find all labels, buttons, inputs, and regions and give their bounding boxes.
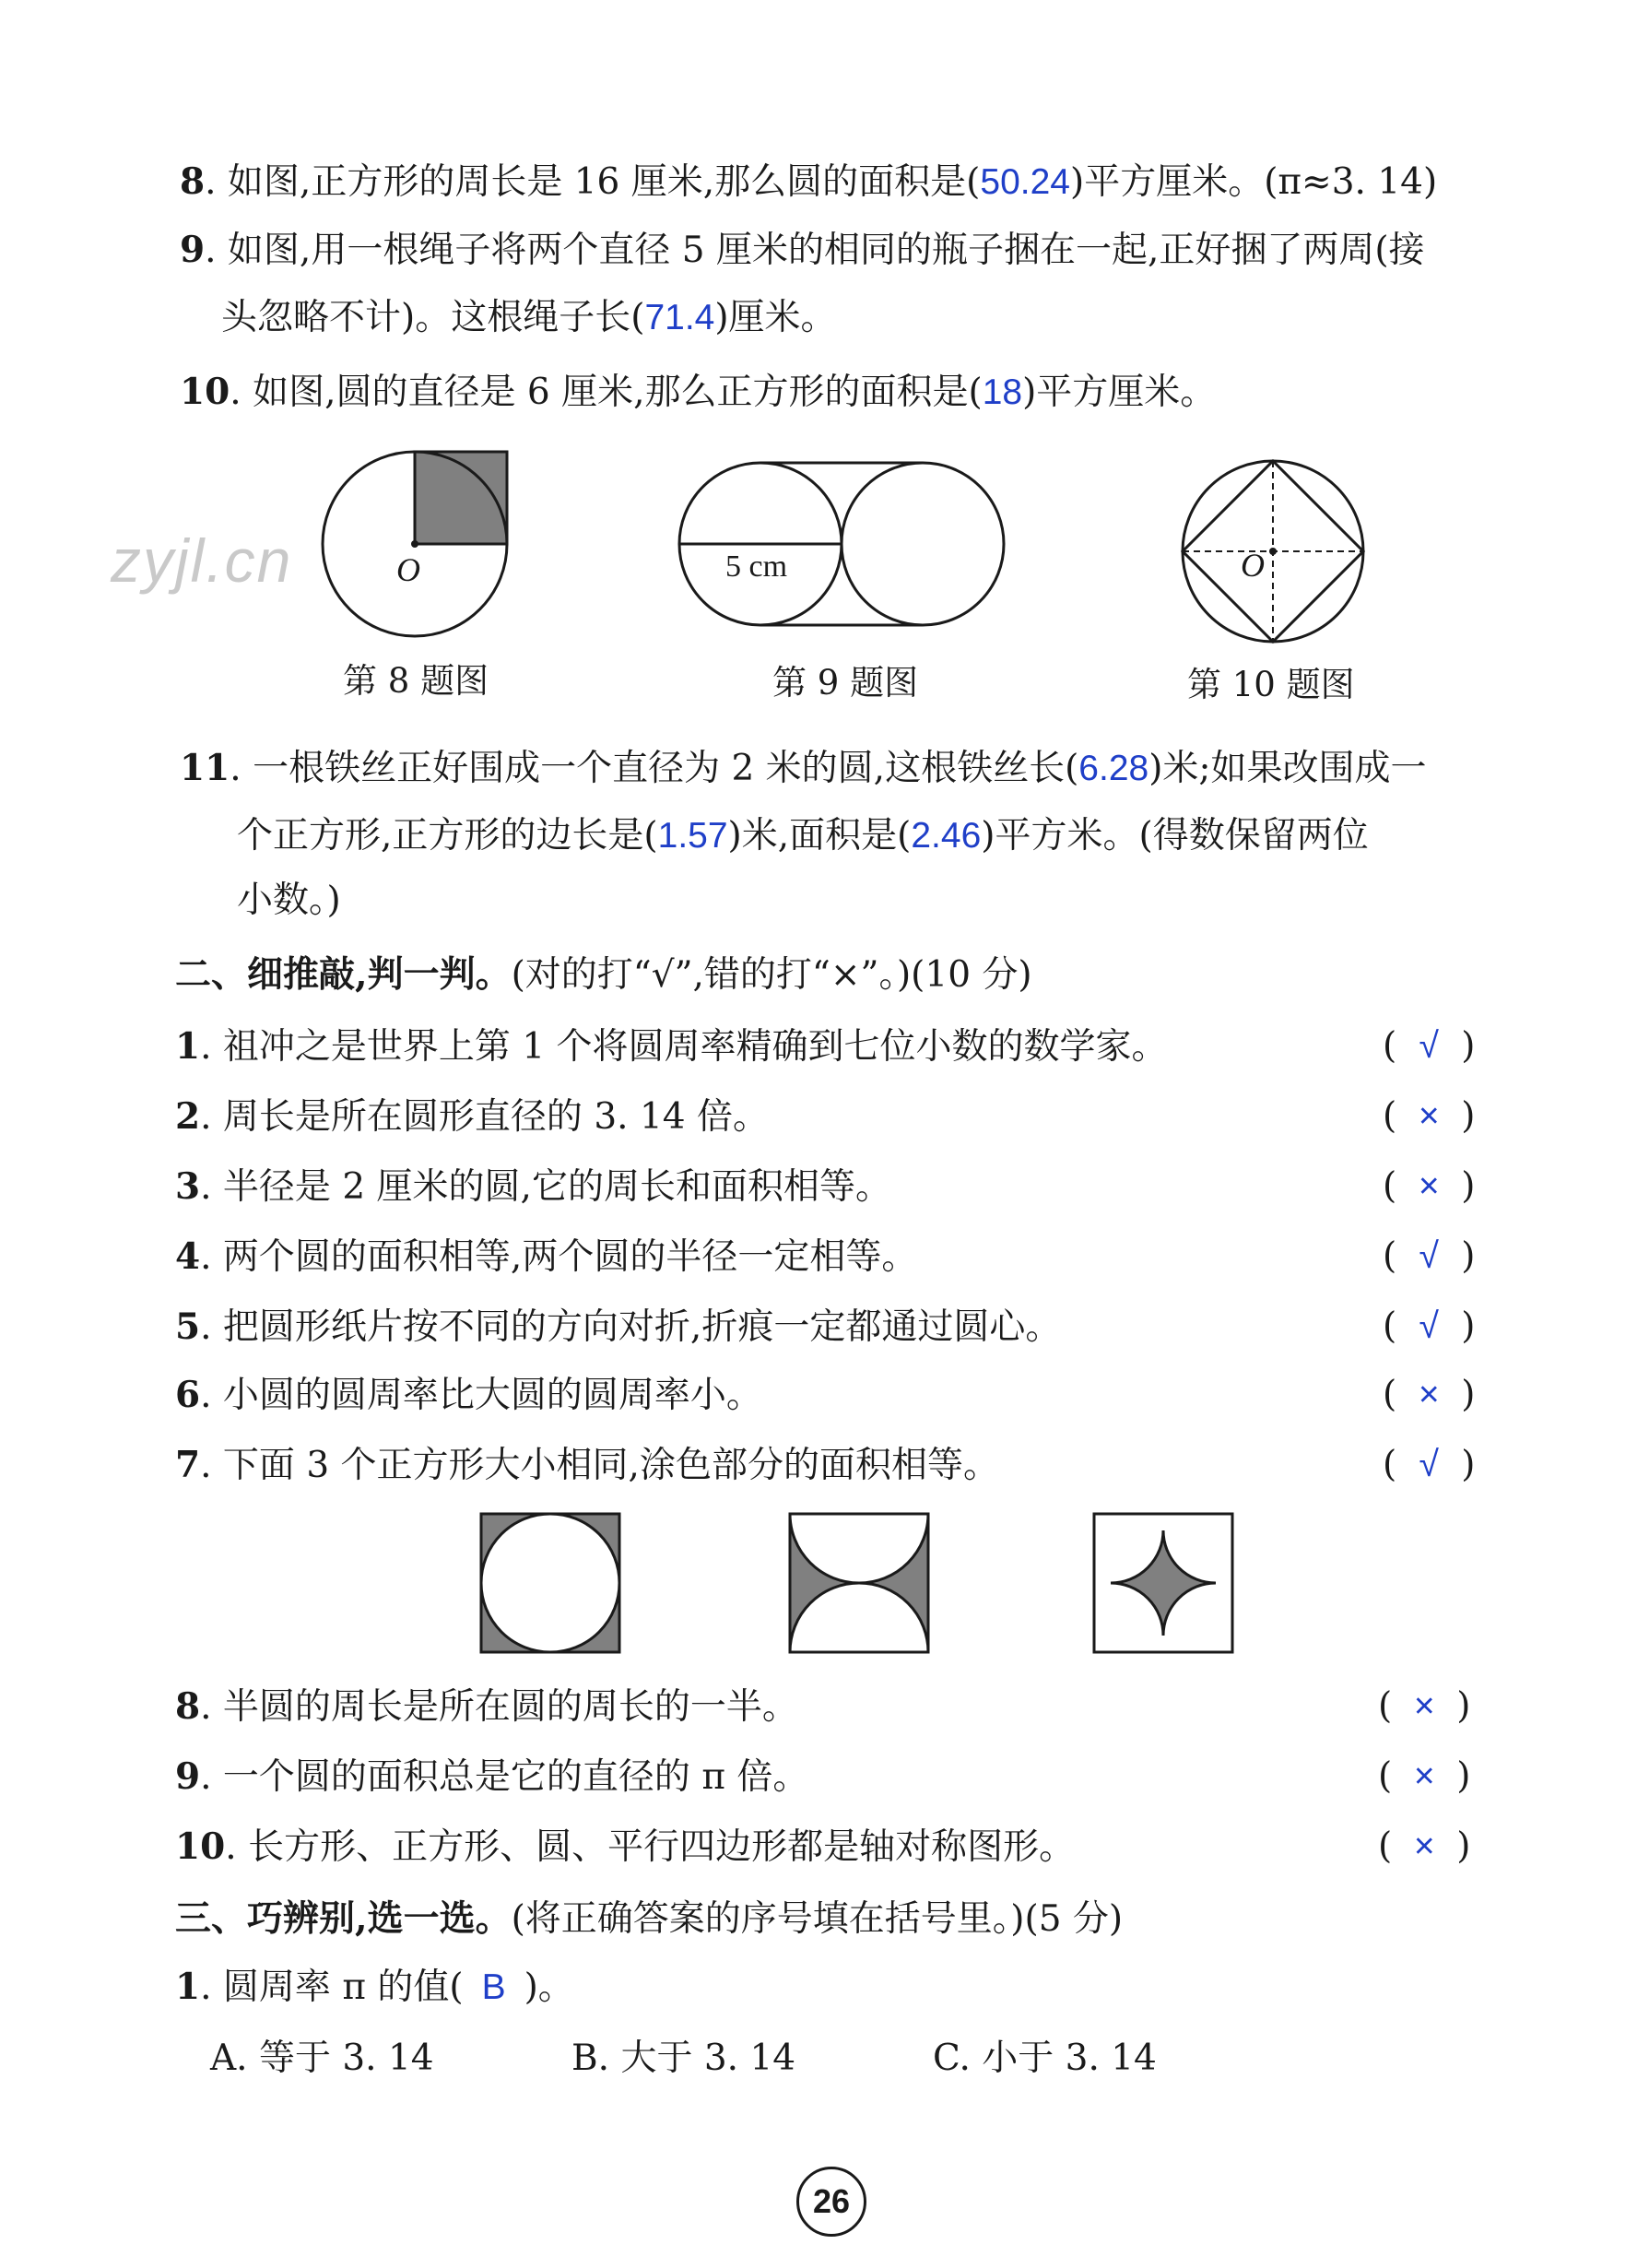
judge-answer-2 [1383,1093,1475,1140]
part3-title: 三、巧辨别,选一选。 [175,1897,512,1940]
figure-8 [313,443,525,645]
judge-mark: × [1413,1756,1435,1796]
judge-number: 9 [175,1755,201,1798]
judge-text: . 下面 3 个正方形大小相同,涂色部分的面积相等。 [200,1445,999,1486]
judge-text: . 半圆的周长是所在圆的周长的一半。 [200,1686,798,1728]
part2-note: (对的打“√”,错的打“×”。)(10 分) [511,954,1032,996]
judge-item-8 [175,1683,798,1731]
judge-text: . 长方形、正方形、圆、平行四边形都是轴对称图形。 [225,1826,1076,1868]
judge-mark: × [1418,1166,1440,1206]
judge-item-9 [175,1754,808,1801]
right-paren: ) [1461,1165,1476,1207]
question-10 [180,369,1216,416]
question-11-line2 [237,813,1369,859]
judge-text: . 两个圆的面积相等,两个圆的半径一定相等。 [200,1236,918,1278]
judge-answer-3 [1383,1164,1475,1210]
right-paren: ) [1461,1305,1476,1347]
q8-answer: 50.24 [980,162,1070,202]
fig8-center-dot [411,540,418,548]
fig9-diameter-label: 5 cm [725,549,788,584]
question-8 [180,159,1437,206]
judge-item-1 [175,1023,1168,1070]
fig8-center-label: O [396,551,420,588]
judge-number: 8 [175,1685,201,1728]
q11-text-2-mid: )米,面积是( [727,815,912,856]
part3-heading [175,1896,1123,1943]
judge-answer-6 [1383,1372,1475,1418]
judge-text: . 半径是 2 厘米的圆,它的周长和面积相等。 [200,1166,891,1208]
option-a: A. 等于 3. 14 [210,2038,434,2079]
judge-item-7 [175,1442,999,1489]
q11-text-2: 个正方形,正方形的边长是( [237,815,658,856]
right-paren: ) [1461,1235,1476,1277]
fig10-center-dot [1269,548,1277,555]
question-11-line1 [180,745,1427,792]
judge-mark: √ [1419,1026,1439,1066]
judge-text: . 把圆形纸片按不同的方向对折,折痕一定都通过圆心。 [200,1306,1062,1348]
left-paren: ( [1378,1825,1393,1867]
right-paren: ) [1461,1444,1476,1485]
judge-answer-9 [1378,1754,1470,1800]
judge-number: 5 [175,1305,201,1348]
left-paren: ( [1383,1374,1397,1415]
q10-text-end: )平方厘米。 [1022,372,1217,413]
fig9-right-circle [842,463,1004,625]
q10-number: 10 [180,371,230,413]
judge-text: . 一个圆的面积总是它的直径的 π 倍。 [200,1756,809,1798]
three-squares-figure [479,1512,1235,1660]
q9-text-2: 头忽略不计)。这根绳子长( [221,297,645,338]
right-paren: ) [1456,1685,1471,1727]
q11-text-2-end: )平方米。(得数保留两位 [981,815,1369,856]
left-paren: ( [1378,1685,1393,1727]
q11-answer-3: 2.46 [911,816,982,856]
left-paren: ( [1383,1025,1397,1067]
judge-text: . 祖冲之是世界上第 1 个将圆周率精确到七位小数的数学家。 [200,1026,1168,1068]
q8-number: 8 [180,160,206,203]
judge-number: 4 [175,1235,201,1278]
square-2 [790,1514,928,1652]
q11-text-1: . 一根铁丝正好围成一个直径为 2 米的圆,这根铁丝长( [230,748,1079,789]
judge-answer-10 [1378,1824,1470,1870]
left-paren: ( [1383,1305,1397,1347]
right-paren: ) [1461,1374,1476,1415]
fig8-caption: 第 8 题图 [343,661,489,701]
judge-number: 2 [175,1095,201,1138]
judge-text: . 小圆的圆周率比大圆的圆周率小。 [200,1375,762,1416]
q11-answer-1: 6.28 [1078,749,1149,788]
judge-mark: × [1418,1096,1440,1136]
left-paren: ( [1383,1095,1397,1137]
judge-item-6 [175,1372,762,1419]
judge-number: 6 [175,1374,201,1416]
figure-10 [1178,456,1368,646]
left-paren: ( [1378,1755,1393,1797]
q11-answer-2: 1.57 [657,816,728,856]
judge-mark: √ [1419,1236,1439,1276]
right-paren: ) [1461,1095,1476,1137]
left-paren: ( [1383,1165,1397,1207]
option-c: C. 小于 3. 14 [933,2038,1157,2079]
question-9-line1 [180,227,1425,274]
judge-item-2 [175,1093,769,1140]
judge-number: 1 [175,1025,201,1068]
q9-text-end: )厘米。 [714,297,837,338]
part3-question-1 [175,1964,574,2011]
judge-item-3 [175,1164,891,1211]
part2-heading [175,951,1032,998]
p3q1-answer: B [481,1967,506,2007]
left-paren: ( [1383,1235,1397,1277]
judge-item-4 [175,1234,917,1281]
q9-text: . 如图,用一根绳子将两个直径 5 厘米的相同的瓶子捆在一起,正好捆了两周(接 [205,230,1425,271]
fig10-caption: 第 10 题图 [1187,665,1355,704]
left-paren: ( [1383,1444,1397,1485]
judge-number: 10 [175,1825,226,1868]
q9-number: 9 [180,229,206,271]
right-paren: ) [1456,1755,1471,1797]
judge-mark: √ [1419,1445,1439,1484]
judge-answer-1 [1383,1023,1475,1069]
right-paren: ) [1461,1025,1476,1067]
judge-answer-7 [1383,1442,1475,1488]
judge-item-5 [175,1304,1061,1351]
figure-9 [677,456,1009,632]
q11-number: 11 [180,747,230,789]
square-1-circle [481,1514,619,1652]
judge-mark: × [1413,1826,1435,1866]
option-b: B. 大于 3. 14 [571,2038,796,2079]
q11-text-1-end: )米;如果改围成一 [1148,748,1427,789]
judge-answer-4 [1383,1234,1475,1280]
part3-note: (将正确答案的序号填在括号里。)(5 分) [511,1898,1124,1940]
p3q1-text: . 圆周率 π 的值( [200,1967,464,2008]
judge-item-10 [175,1824,1075,1871]
judge-text: . 周长是所在圆形直径的 3. 14 倍。 [200,1096,769,1138]
square-1 [481,1514,619,1652]
judge-mark: × [1418,1375,1440,1414]
judge-mark: × [1413,1686,1435,1726]
right-paren: ) [1456,1825,1471,1867]
fig9-caption: 第 9 题图 [772,663,919,703]
q9-answer: 71.4 [644,298,715,337]
q10-text: . 如图,圆的直径是 6 厘米,那么正方形的面积是( [230,372,983,413]
watermark: zyjl.cn [111,526,293,595]
question-9-line2 [221,295,837,341]
page-number: 26 [796,2167,866,2237]
p3q1-text-end: )。 [524,1967,574,2008]
judge-number: 7 [175,1444,201,1486]
question-11-line3: 小数。) [237,880,341,921]
q10-answer: 18 [982,372,1023,412]
judge-answer-5 [1383,1304,1475,1350]
part2-title: 二、细推敲,判一判。 [175,953,512,996]
p3q1-number: 1 [175,1966,201,2008]
square-3 [1094,1514,1232,1652]
fig10-center-label: O [1241,547,1265,584]
judge-answer-8 [1378,1683,1470,1730]
q8-text: . 如图,正方形的周长是 16 厘米,那么圆的面积是( [205,161,981,203]
judge-number: 3 [175,1165,201,1208]
q8-text-end: )平方厘米。(π≈3. 14) [1069,161,1438,203]
judge-mark: √ [1419,1306,1439,1346]
